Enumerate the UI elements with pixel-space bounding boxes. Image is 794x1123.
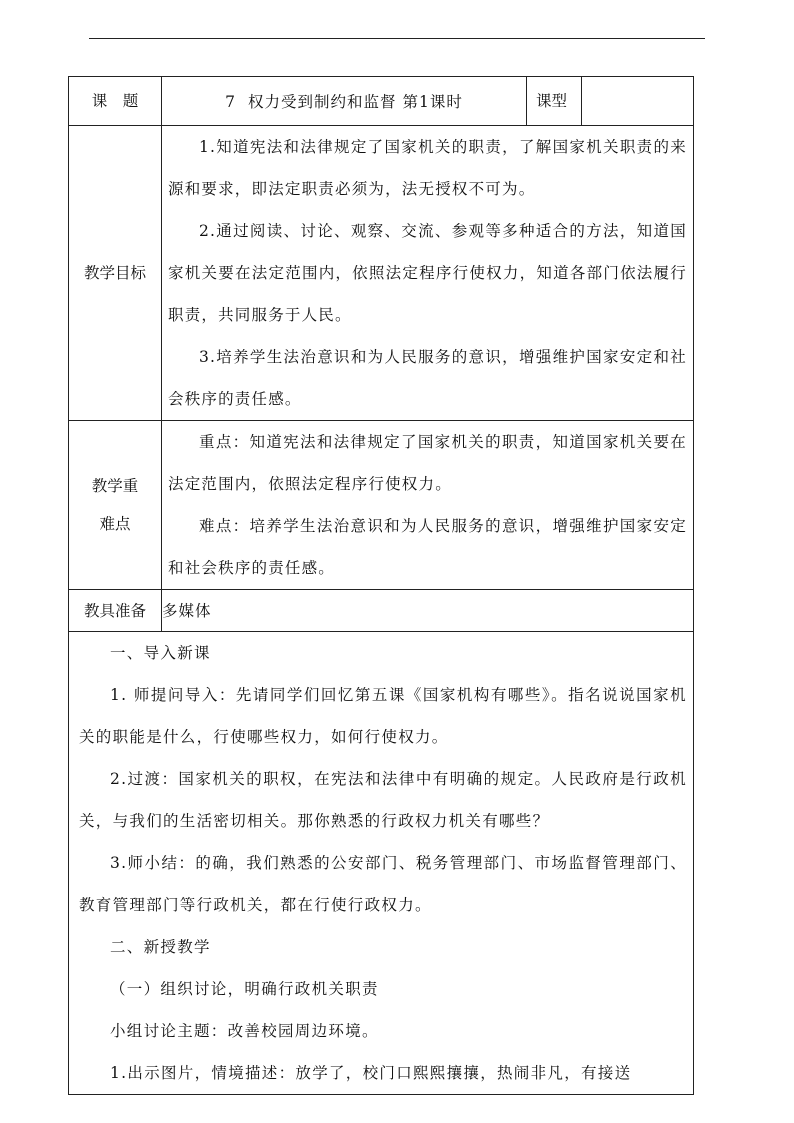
- key-points-label-line1: 教学重: [91, 477, 139, 495]
- goals-label: 教学目标: [69, 126, 162, 421]
- materials-label: 教具准备: [69, 590, 162, 632]
- goals-content: [162, 126, 694, 421]
- process-subheading-1: （一）组织讨论，明确行政机关职责: [110, 980, 379, 998]
- key-points-label: [69, 421, 162, 590]
- process-para-1: 1. 师提问导入：先请同学们回忆第五课《国家机构有哪些》。指名说说国家机关的职能是什么，行使哪些权力，如何行使权力。: [79, 686, 687, 746]
- title-row: [69, 77, 694, 126]
- process-para-4: 1.出示图片，情境描述：放学了，校门口熙熙攘攘，热闹非凡，有接送: [110, 1064, 632, 1082]
- process-heading-2: 二、新授教学: [110, 938, 211, 956]
- process-heading-1: 一、导入新课: [110, 644, 211, 662]
- page-header-rule: [89, 38, 705, 39]
- course-label: 课 题: [69, 77, 162, 126]
- process-content: [69, 632, 694, 1095]
- lesson-type-value: [582, 77, 694, 126]
- focus-text: 重点：知道宪法和法律规定了国家机关的职责，知道国家机关要在法定范围内，依照法定程序行使权力。: [168, 433, 687, 493]
- materials-row: [69, 590, 694, 632]
- process-discussion-topic: 小组讨论主题：改善校园周边环境。: [110, 1022, 379, 1040]
- goals-row: [69, 126, 694, 421]
- lesson-title: 权力受到制约和监督 第1课时: [248, 93, 463, 111]
- goal-item-1: 1.知道宪法和法律规定了国家机关的职责，了解国家机关职责的来源和要求，即法定职责必须为，法无授权不可为。: [168, 138, 687, 198]
- key-points-label-line2: 难点: [99, 515, 131, 533]
- goal-item-3: 3.培养学生法治意识和为人民服务的意识，增强维护国家安定和社会秩序的责任感。: [168, 348, 687, 408]
- process-para-3: 3.师小结：的确，我们熟悉的公安部门、税务管理部门、市场监督管理部门、教育管理部门等行政机关，都在行使行政权力。: [79, 854, 687, 914]
- lesson-title-cell: [162, 77, 527, 126]
- key-points-content: [162, 421, 694, 590]
- lesson-number: 7: [225, 93, 237, 111]
- goal-item-2: 2.通过阅读、讨论、观察、交流、参观等多种适合的方法，知道国家机关要在法定范围内，依照法定程序行使权力，知道各部门依法履行职责，共同服务于人民。: [168, 222, 687, 324]
- lesson-type-label: 课型: [527, 77, 582, 126]
- difficulty-text: 难点：培养学生法治意识和为人民服务的意识，增强维护国家安定和社会秩序的责任感。: [168, 517, 687, 577]
- lesson-plan-table: [68, 76, 694, 1095]
- process-para-2: 2.过渡：国家机关的职权，在宪法和法律中有明确的规定。人民政府是行政机关，与我们的生活密切相关。那你熟悉的行政权力机关有哪些？: [79, 770, 687, 830]
- materials-value: 多媒体: [162, 590, 694, 632]
- key-points-row: [69, 421, 694, 590]
- process-row: [69, 632, 694, 1095]
